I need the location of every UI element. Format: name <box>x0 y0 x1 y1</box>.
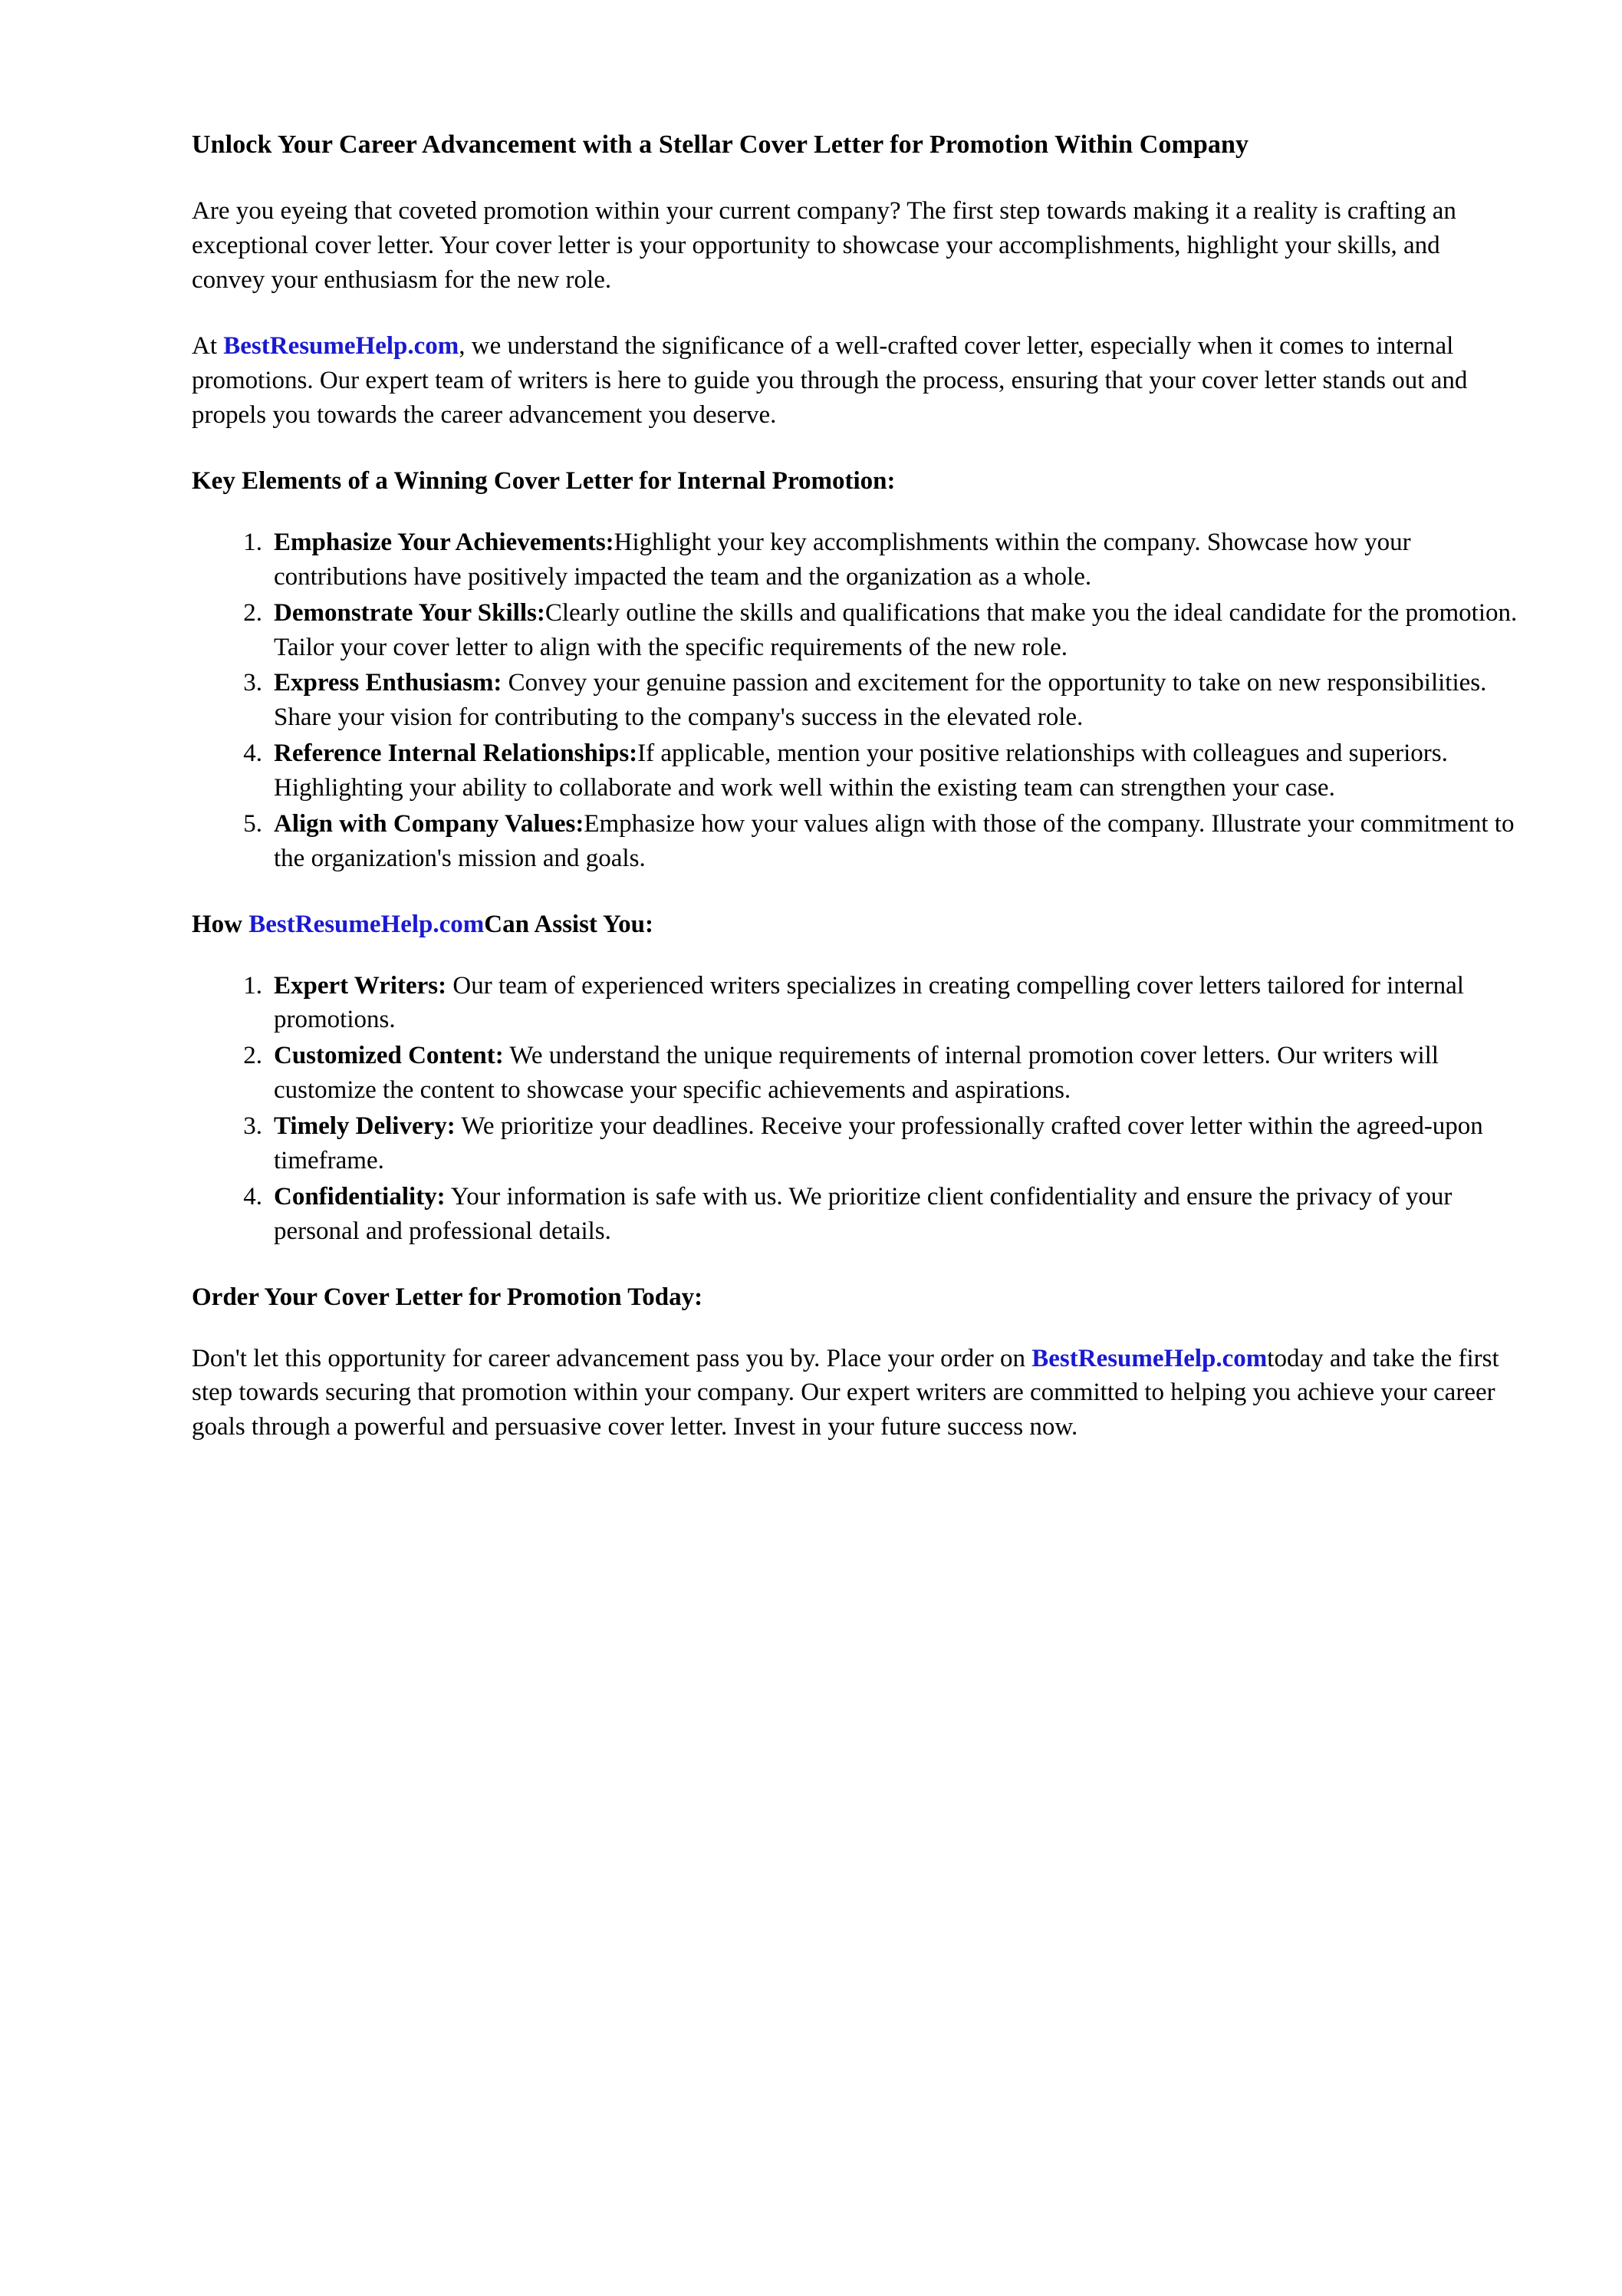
list-item-body: We understand the unique requirements of internal promotion cover letters. Our writers will customize the content to showcase your specific achievements and aspirations. <box>274 1042 1439 1105</box>
bestresumehelp-link[interactable]: BestResumeHelp.com <box>223 332 459 361</box>
list-item <box>192 1180 1518 1249</box>
how-we-help-list <box>192 969 1518 1249</box>
list-item-body: Convey your genuine passion and excitement for the opportunity to take on new responsibilities. Share your vision for contributing to the company's success in the elevated role. <box>274 669 1487 732</box>
list-item-lead: Expert Writers: <box>274 971 447 1000</box>
list-item-lead: Customized Content: <box>274 1042 504 1070</box>
list-item-lead: Express Enthusiasm: <box>274 669 502 697</box>
list-item <box>192 736 1518 805</box>
brand-paragraph-prefix: At <box>192 332 224 361</box>
section-heading-key-elements: Key Elements of a Winning Cover Letter for Internal Promotion: <box>192 467 896 496</box>
list-item-lead: Confidentiality: <box>274 1182 446 1211</box>
list-item-lead: Timely Delivery: <box>274 1112 456 1141</box>
list-item-body: Emphasize how your values align with those of the company. Illustrate your commitment to the organization's mission and goals. <box>274 809 1515 872</box>
document-body <box>192 129 1518 1477</box>
list-item <box>192 525 1518 595</box>
list-item <box>192 969 1518 1038</box>
how-heading-prefix: How <box>192 910 249 938</box>
brand-paragraph <box>192 329 1518 433</box>
list-item-body: If applicable, mention your positive relationships with colleagues and superiors. Highlighting your ability to collaborate and work well within the existing team can strengthen your case. <box>274 740 1448 802</box>
closing-paragraph-suffix: today and take the first step towards securing that promotion within your company. Our expert writers are committed to helping you achieve your career goals through a powerful and persuasive cover letter. Invest in your future success now. <box>192 1344 1499 1441</box>
list-item-body: Clearly outline the skills and qualifications that make you the ideal candidate for the promotion. Tailor your cover letter to align with the specific requirements of the new role. <box>274 598 1518 661</box>
key-elements-list <box>192 525 1518 876</box>
closing-paragraph <box>192 1342 1518 1445</box>
closing-paragraph-prefix: Don't let this opportunity for career advancement pass you by. Place your order on <box>192 1344 1032 1372</box>
list-item <box>192 1039 1518 1108</box>
intro-paragraph: Are you eyeing that coveted promotion within your current company? The first step towards making it a reality is crafting an exceptional cover letter. Your cover letter is your opportunity to showcase your accomplishments, highlight your skills, and convey your enthusiasm for the new role. <box>192 196 1456 294</box>
list-item-body: Highlight your key accomplishments within the company. Showcase how your contributions have positively impacted the team and the organization as a whole. <box>274 528 1411 591</box>
section-heading-how-we-help <box>192 908 1518 941</box>
bestresumehelp-link[interactable]: BestResumeHelp.com <box>1031 1344 1268 1372</box>
list-item <box>192 596 1518 665</box>
list-item-body: Your information is safe with us. We prioritize client confidentiality and ensure the privacy of your personal and professional details. <box>274 1182 1453 1245</box>
how-heading-suffix: Can Assist You: <box>484 910 653 938</box>
bestresumehelp-link[interactable]: BestResumeHelp.com <box>248 910 485 938</box>
list-item-body: Our team of experienced writers specializes in creating compelling cover letters tailored for internal promotions. <box>274 971 1464 1034</box>
brand-paragraph-suffix: , we understand the significance of a well-crafted cover letter, especially when it comes to internal promotions. Our expert team of writers is here to guide you through the process, ensuring that your cover letter stands out and propels you towards the career advancement you deserve. <box>192 332 1468 430</box>
list-item-body: We prioritize your deadlines. Receive your professionally crafted cover letter within the agreed-upon timeframe. <box>274 1112 1483 1174</box>
section-heading-order: Order Your Cover Letter for Promotion Today: <box>192 1283 703 1311</box>
list-item <box>192 807 1518 876</box>
list-item <box>192 1109 1518 1178</box>
page-title: Unlock Your Career Advancement with a Stellar Cover Letter for Promotion Within Company <box>192 130 1249 159</box>
list-item-lead: Align with Company Values: <box>274 809 584 838</box>
list-item-lead: Emphasize Your Achievements: <box>274 528 614 556</box>
list-item <box>192 666 1518 735</box>
list-item-lead: Demonstrate Your Skills: <box>274 598 545 627</box>
list-item-lead: Reference Internal Relationships: <box>274 740 638 768</box>
